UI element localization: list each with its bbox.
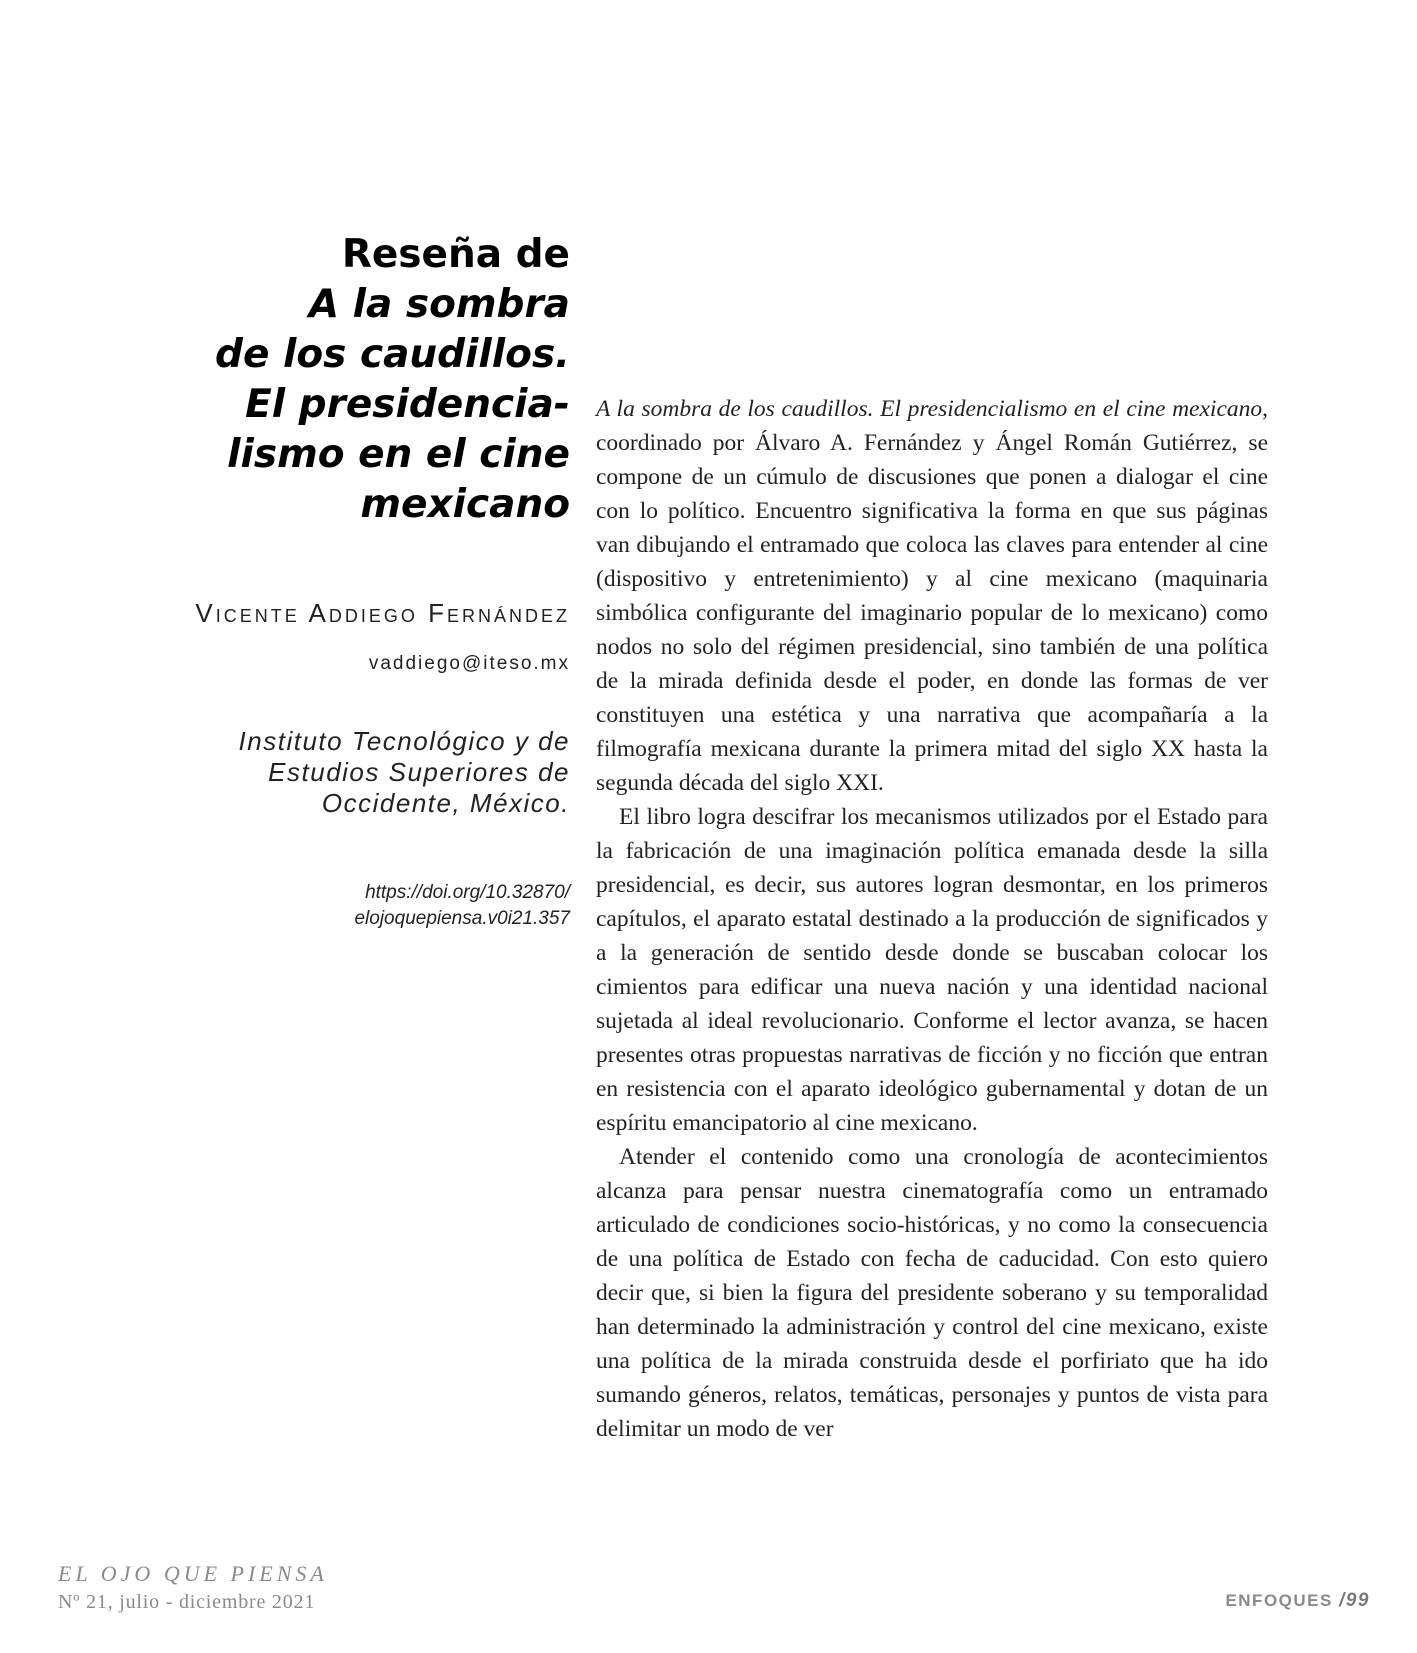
- title-line-3: de los caudillos.: [215, 332, 570, 377]
- body-paragraph-3: Atender el contenido como una cronología de acontecimientos alcanza para pensar nuestra cinematografía como un entramado articulado de condiciones socio-históricas, y no como la consecuencia de una política de Estado con fecha de caducidad. Con esto quiero decir que, si bien la figura del presidente soberano y su temporalidad han determinado la administración y control del cine mexicano, existe una política de la mirada construida desde el porfiriato que ha ido sumando géneros, relatos, temáticas, personajes y puntos de vista para delimitar un modo de ver: [596, 1144, 1268, 1442]
- institution-line-2: Estudios Superiores de: [268, 757, 570, 787]
- author-institution: [150, 726, 570, 819]
- title-line-4: El presidencia-: [245, 382, 570, 427]
- doi-line-1[interactable]: https://doi.org/10.32870/: [365, 882, 570, 903]
- body-paragraph-2: El libro logra descifrar los mecanismos utilizados por el Estado para la fabricación de una imaginación política emanada desde la silla presidencial, es decir, sus autores logran desmontar, en los primeros capítulos, el aparato estatal destinado a la producción de significados y a la generación de sentido desde donde se buscaban colocar los cimientos para edificar una nueva nación y una identidad nacional sujetada al ideal revolucionario. Conforme el lector avanza, se hacen presentes otras propuestas narrativas de ficción y no ficción que entran en resistencia con el aparato ideológico gubernamental y dotan de un espíritu emancipatorio al cine mexicano.: [596, 804, 1268, 1136]
- title-line-1: Reseña de: [341, 232, 570, 277]
- page-number: /99: [1339, 1590, 1370, 1611]
- author-email[interactable]: vaddiego@iteso.mx: [368, 653, 570, 674]
- article-title: [150, 230, 570, 530]
- doi-link[interactable]: [150, 880, 570, 932]
- journal-issue: Nº 21, julio - diciembre 2021: [58, 1591, 316, 1613]
- body-paragraph-1: [596, 392, 1268, 800]
- article-body: [596, 392, 1268, 1446]
- page-footer: [1225, 1590, 1370, 1612]
- institution-line-3: Occidente, México.: [321, 788, 570, 818]
- body-paragraph-1-text: , coordinado por Álvaro A. Fernández y Ángel Román Gutiérrez, se compone de un cúmulo de discusiones que ponen a dialogar el cine con lo político. Encuentro significativa la forma en que sus páginas van dibujando el entramado que coloca las claves para entender al cine (dispositivo y entretenimiento) y al cine mexicano (maquinaria simbólica configurante del imaginario popular de lo mexicano) como nodos no solo del régimen presidencial, sino también de una política de la mirada definida desde el poder, en donde las formas de ver constituyen una estética y una narrativa que acompañaría a la filmografía mexicana durante la primera mitad del siglo XX hasta la segunda década del siglo XXI.: [596, 396, 1268, 796]
- title-line-6: mexicano: [360, 482, 570, 527]
- title-line-2: A la sombra: [308, 282, 570, 327]
- journal-name: EL OJO QUE PIENSA: [58, 1561, 328, 1586]
- journal-footer: [58, 1560, 328, 1616]
- title-line-5: lismo en el cine: [227, 432, 570, 477]
- doi-line-2[interactable]: elojoquepiensa.v0i21.357: [354, 908, 570, 929]
- author-name: Vicente Addiego Fernández: [195, 598, 570, 628]
- book-title-italic: A la sombra de los caudillos. El presidencialismo en el cine mexicano: [596, 396, 1263, 422]
- section-name: ENFOQUES: [1225, 1591, 1333, 1610]
- institution-line-1: Instituto Tecnológico y de: [238, 726, 570, 756]
